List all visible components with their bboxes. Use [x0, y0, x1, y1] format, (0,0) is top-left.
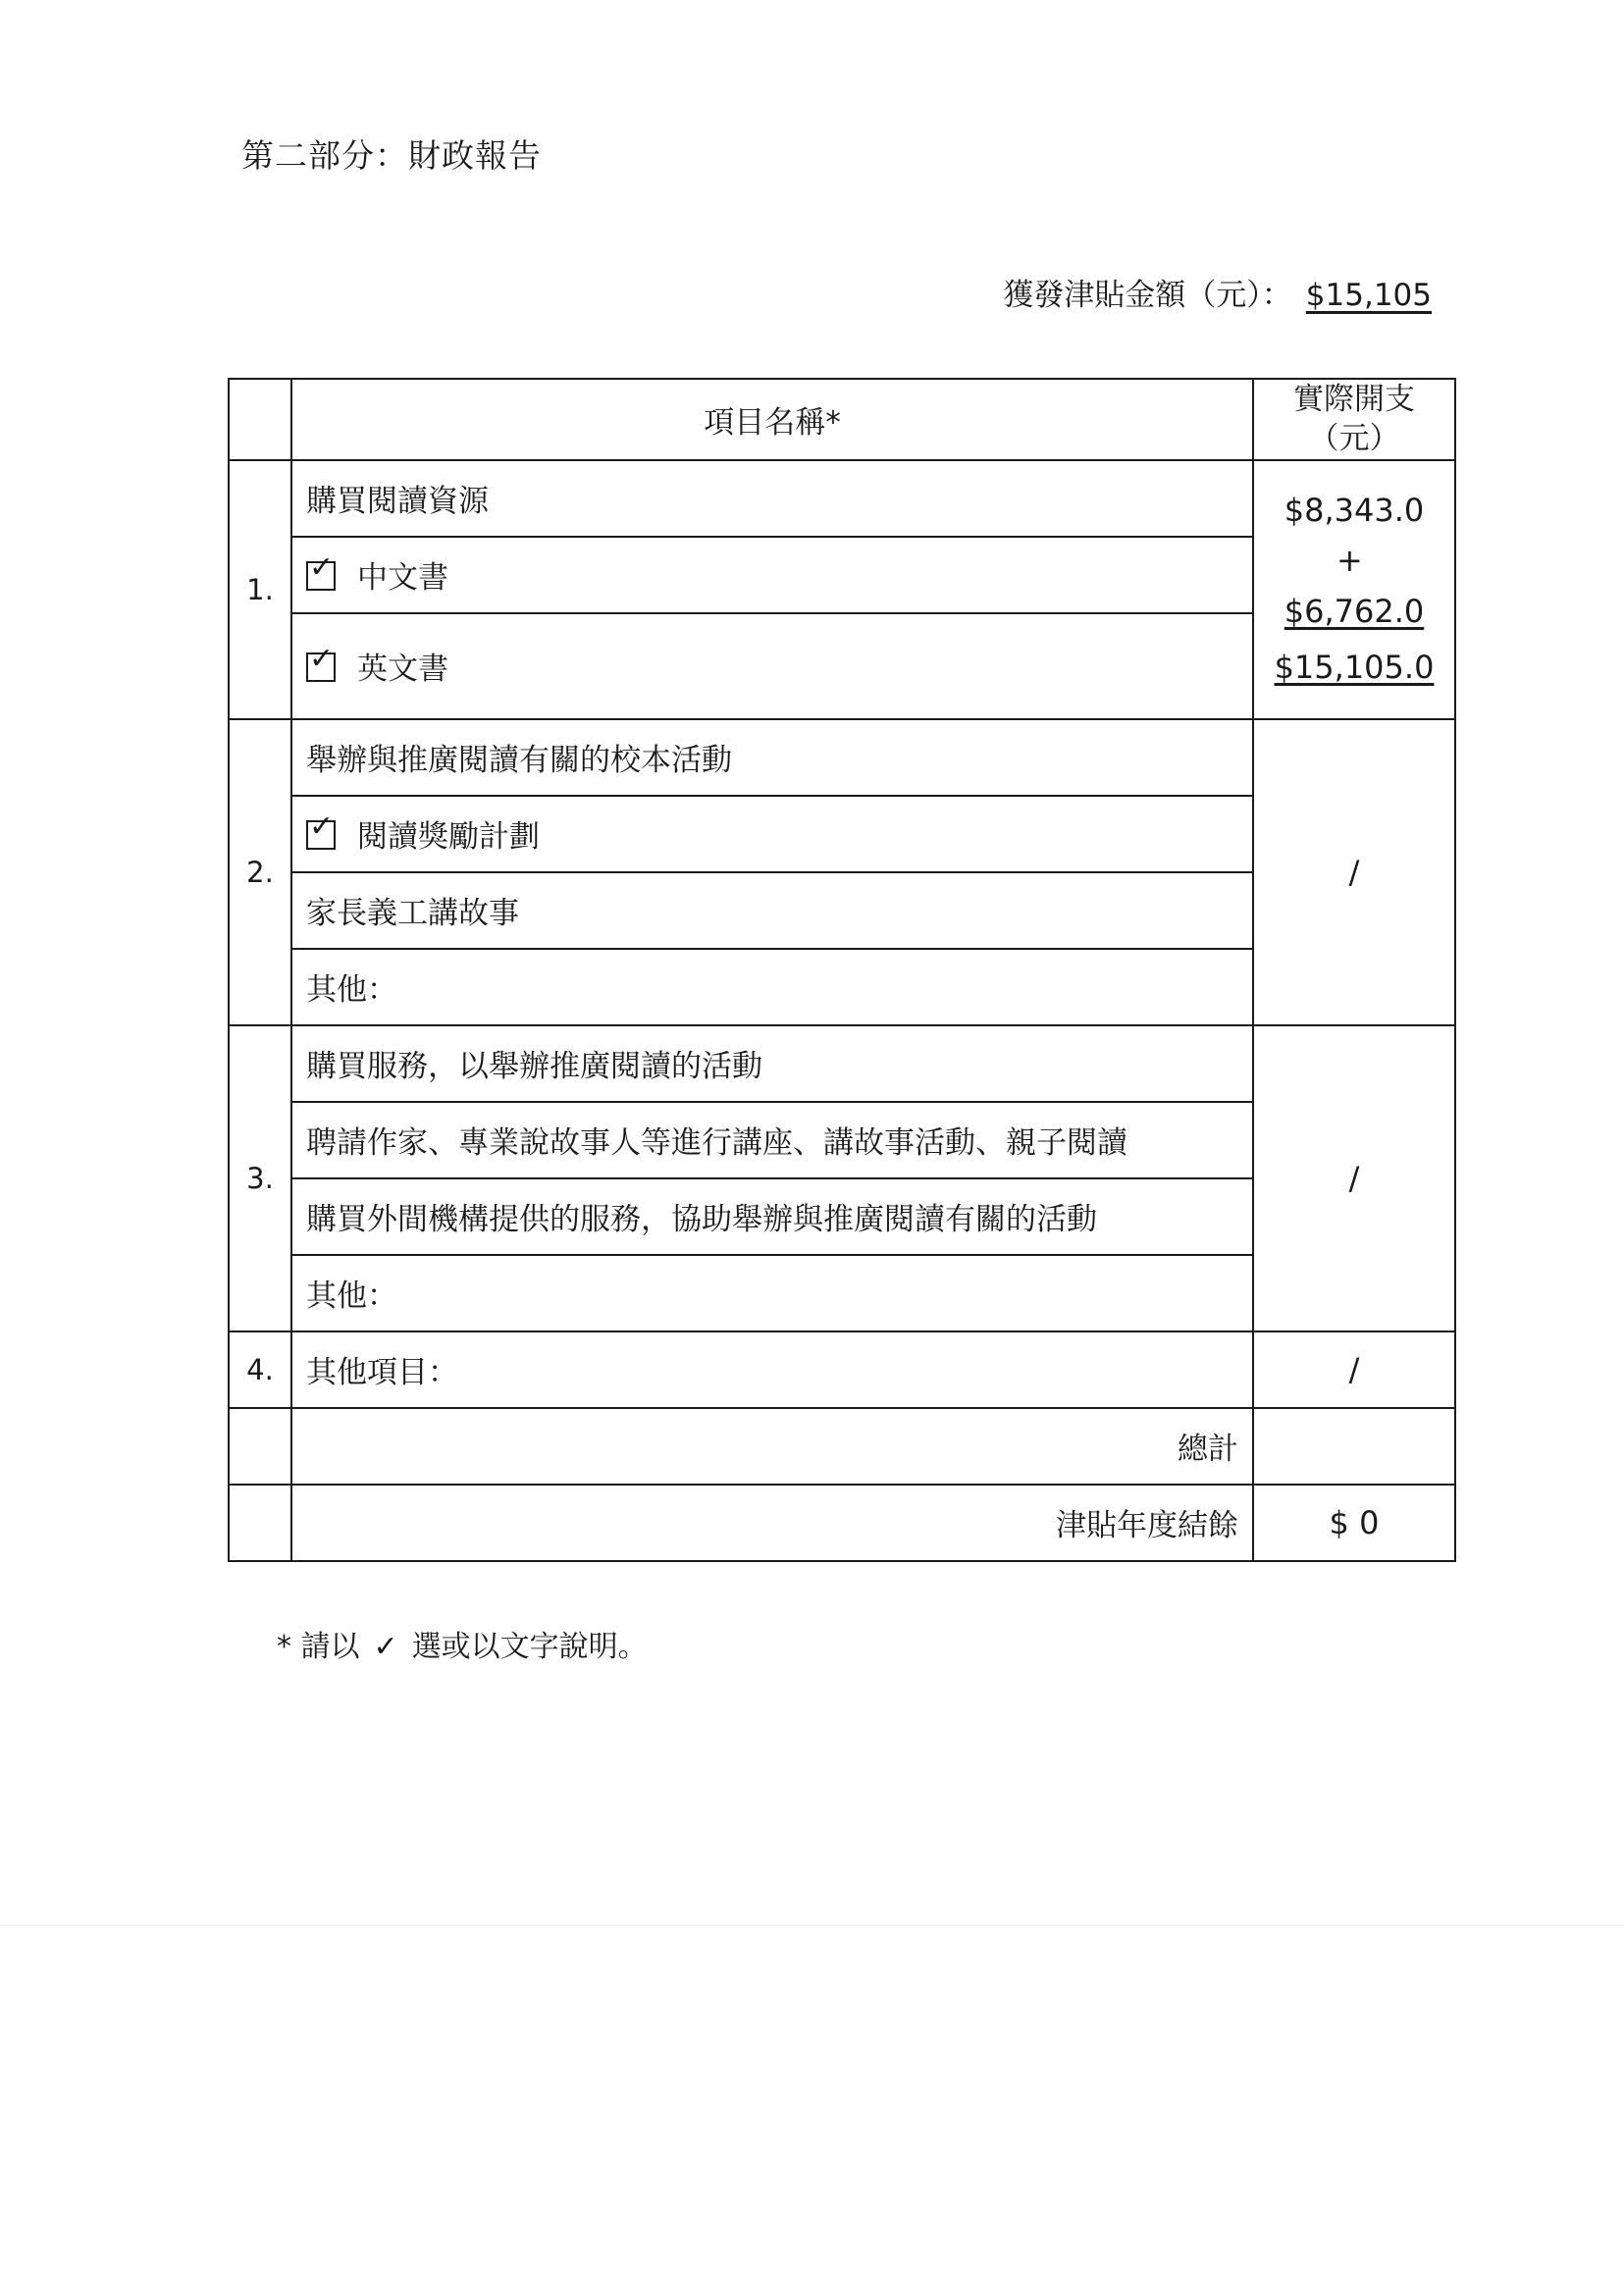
list-item: 購買外間機構提供的服務，協助舉辦與推廣閱讀有關的活動	[291, 1178, 1253, 1255]
grant-amount: $15,105	[1305, 278, 1432, 313]
row-number: 2.	[229, 719, 291, 1025]
checkbox-checked-icon	[306, 820, 336, 850]
item-label: 英文書	[357, 652, 448, 688]
list-item	[291, 537, 1253, 613]
section-1-amount-cell	[1253, 460, 1455, 719]
header-amount-line1: 實際開支	[1293, 382, 1415, 417]
section-2-amount-cell: /	[1253, 719, 1455, 1025]
table-row	[229, 460, 1455, 537]
footnote-prefix: * 請以	[277, 1630, 360, 1664]
section-title-cell: 其他項目：	[291, 1331, 1253, 1408]
total-row	[229, 1408, 1455, 1485]
list-item: 其他：	[291, 949, 1253, 1025]
list-item: 家長義工講故事	[291, 872, 1253, 949]
total-no-cell	[229, 1408, 291, 1485]
section-title-cell: 購買服務，以舉辦推廣閱讀的活動	[291, 1025, 1253, 1102]
list-item	[291, 796, 1253, 872]
list-item: 聘請作家、專業說故事人等進行講座、講故事活動、親子閱讀	[291, 1102, 1253, 1178]
section-title-cell: 購買閱讀資源	[291, 460, 1253, 537]
grant-amount-line	[1003, 270, 1449, 314]
header-amount-line2: （元）	[1308, 421, 1400, 457]
header-no-cell	[229, 379, 291, 460]
table-row	[229, 1025, 1455, 1102]
balance-row	[229, 1485, 1455, 1561]
total-amount	[1253, 1408, 1455, 1485]
row-number: 4.	[229, 1331, 291, 1408]
table-header-row	[229, 379, 1455, 460]
section-4-amount-cell: /	[1253, 1331, 1455, 1408]
financial-report-table	[228, 378, 1456, 1562]
amount-chinese-books: $8,343.0	[1283, 492, 1425, 530]
checkbox-checked-icon	[306, 652, 336, 682]
header-item-cell: 項目名稱*	[291, 379, 1253, 460]
total-label: 總計	[291, 1408, 1253, 1485]
divider	[0, 1925, 1624, 1926]
amount-subtotal: $15,105.0	[1274, 648, 1435, 686]
checkbox-checked-icon	[306, 561, 336, 591]
table-row	[229, 719, 1455, 796]
balance-label: 津貼年度結餘	[291, 1485, 1253, 1561]
section-title: 第二部分：財政報告	[241, 136, 542, 175]
list-item: 其他：	[291, 1255, 1253, 1331]
section-3-amount-cell: /	[1253, 1025, 1455, 1331]
amount-english-books: $6,762.0	[1283, 592, 1425, 630]
footnote-suffix: 選或以文字說明。	[411, 1630, 648, 1664]
balance-amount: $ 0	[1253, 1485, 1455, 1561]
item-label: 閱讀獎勵計劃	[357, 819, 540, 856]
grant-label: 獲發津貼金額（元）：	[1003, 278, 1292, 313]
row-number: 1.	[229, 460, 291, 719]
list-item	[291, 613, 1253, 719]
section-title-cell: 舉辦與推廣閱讀有關的校本活動	[291, 719, 1253, 796]
plus-sign: +	[1336, 542, 1363, 580]
footnote	[277, 1622, 648, 1665]
item-label: 中文書	[357, 560, 448, 597]
row-number: 3.	[229, 1025, 291, 1331]
table-row	[229, 1331, 1455, 1408]
header-amount-cell	[1253, 379, 1455, 460]
balance-no-cell	[229, 1485, 291, 1561]
checkmark-icon: ✓	[373, 1630, 398, 1664]
